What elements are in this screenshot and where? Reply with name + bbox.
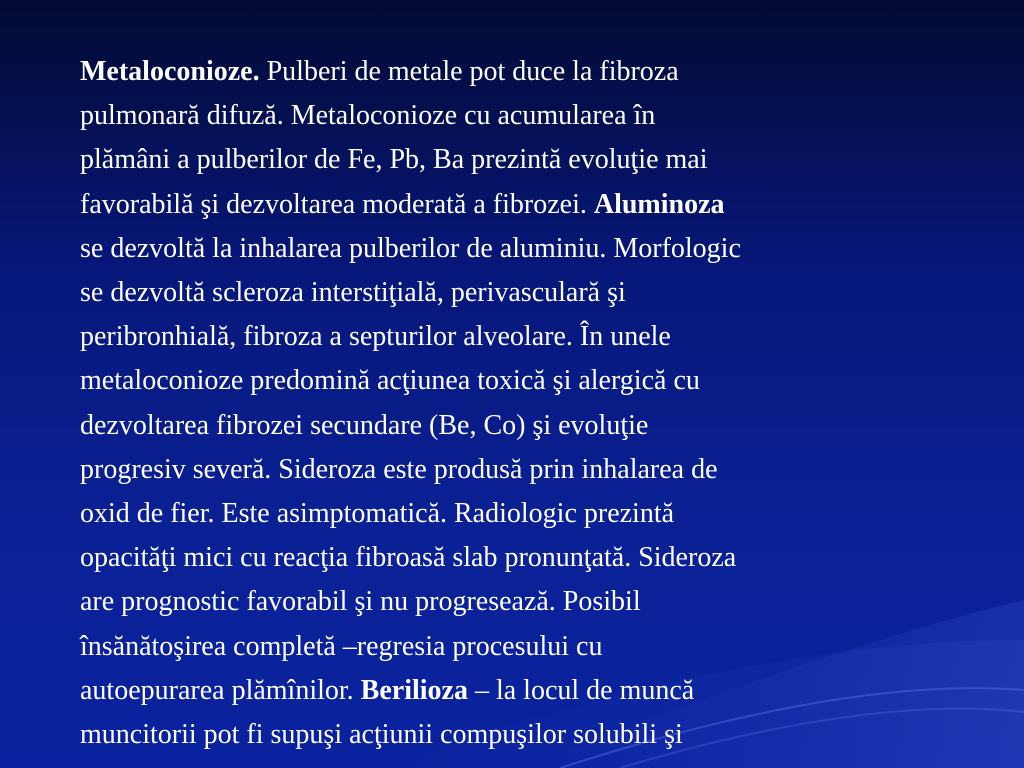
text-line — [80, 271, 1024, 315]
text-line — [80, 448, 1024, 492]
text-run: autoepurarea plămînilor. — [80, 674, 361, 706]
text-line — [80, 492, 1024, 536]
text-run: opacităţi mici cu reacţia fibroasă slab pronunţată. Sideroza — [80, 542, 737, 574]
text-run: dezvoltarea fibrozei secundare (Be, Co) şi evoluţie — [80, 409, 649, 441]
text-run: are prognostic favorabil şi nu progresează. Posibil — [80, 586, 641, 618]
text-run: favorabilă şi dezvoltarea moderată a fibrozei. — [80, 188, 594, 220]
text-line — [80, 580, 1024, 624]
text-line — [80, 359, 1024, 403]
bold-term: Metaloconioze. — [80, 56, 260, 87]
slide-body-text — [80, 50, 1024, 757]
text-run: însănătoşirea completă –regresia procesului cu — [80, 630, 603, 662]
text-run: muncitorii pot fi supuşi acţiunii compuşilor solubili şi — [80, 719, 683, 751]
text-line — [80, 183, 1024, 227]
text-line — [80, 315, 1024, 359]
text-run: oxid de fier. Este asimptomatică. Radiologic prezintă — [80, 498, 675, 530]
text-run: se dezvoltă la inhalarea pulberilor de aluminiu. Morfologic — [80, 232, 741, 264]
text-line — [80, 138, 1024, 182]
text-run: progresiv severă. Sideroza este produsă prin inhalarea de — [80, 453, 718, 485]
text-run: – la locul de muncă — [467, 674, 695, 706]
text-run: metaloconioze predomină acţiunea toxică şi alergică cu — [80, 365, 700, 397]
text-line — [80, 625, 1024, 669]
text-line — [80, 669, 1024, 713]
text-run: plămâni a pulberilor de Fe, Pb, Ba prezintă evoluţie mai — [80, 144, 708, 176]
bold-term: Berilioza — [360, 674, 468, 706]
text-run: se dezvoltă scleroza interstiţială, perivasculară şi — [80, 277, 626, 309]
text-line — [80, 94, 1024, 138]
text-line — [80, 50, 1024, 94]
text-line — [80, 536, 1024, 580]
text-run: pulmonară difuză. Metaloconioze cu acumularea în — [80, 100, 656, 132]
bold-term: Aluminoza — [593, 188, 725, 220]
text-line — [80, 404, 1024, 448]
text-run: Pulberi de metale pot duce la fibroza — [259, 56, 679, 87]
text-run: peribronhială, fibroza a septurilor alveolare. În unele — [80, 321, 671, 353]
text-line — [80, 713, 1024, 757]
text-line — [80, 227, 1024, 271]
